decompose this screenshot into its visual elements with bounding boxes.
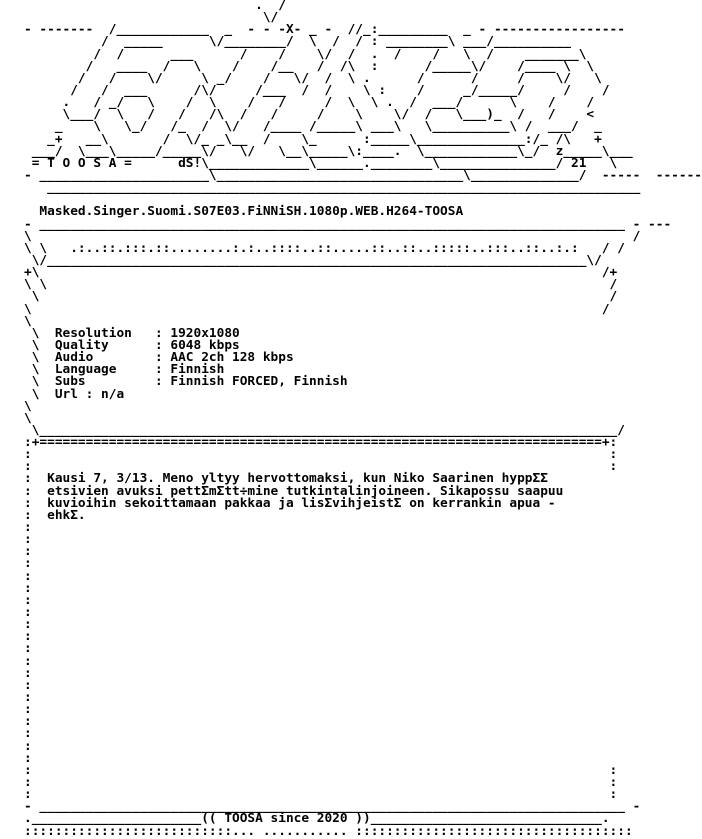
nfo-line: : xyxy=(24,750,32,766)
nfo-line: . / _/ \ / \ / / / \ \ . / ___/ \ / / xyxy=(24,95,595,111)
nfo-line: / / ___ /\/ /___ / / \ : / _/_____/ / / xyxy=(24,82,610,98)
nfo-line: ___/ \___\_____/_____\/ \/ \__\_____\:____. \____________\_/ z_____\___ xyxy=(24,143,633,159)
nfo-line: : : xyxy=(24,459,618,475)
nfo-line: : xyxy=(24,629,32,645)
nfo-line: : xyxy=(24,605,32,621)
nfo-line: - ____________________________________________________________________________ - --- xyxy=(24,216,672,232)
nfo-line: : xyxy=(24,726,32,742)
nfo-line: : etsivien avuksi pettΣmΣtt÷mine tutkintalinjoineen. Sikapossu saapuu xyxy=(24,483,564,499)
nfo-line: / ____ / \ / /__ / /\ : /_____\/ /____ \ \ xyxy=(24,58,595,74)
nfo-line: \/______________________________________________________________________\/ xyxy=(24,252,602,268)
nfo-line: \___________________________________________________________________________/ xyxy=(24,422,625,438)
nfo-line: : xyxy=(24,677,32,693)
nfo-line: : : xyxy=(24,787,618,803)
nfo-line: \ Subs : Finnish FORCED, Finnish xyxy=(24,374,348,390)
nfo-line: \ / xyxy=(24,301,610,317)
nfo-line: : xyxy=(24,568,32,584)
nfo-line: = T O O S A = dS!\_____________\______.________\_______________/ 21 \ xyxy=(24,155,618,171)
nfo-line: : xyxy=(24,532,32,548)
nfo-line: : xyxy=(24,641,32,657)
nfo-line: - ______________________\________________________________\______________/ ----- ------ xyxy=(24,167,702,183)
nfo-line: \___/ \ / / /\ / / / \ \/ / \___)_ / / < xyxy=(24,107,595,123)
nfo-line: : xyxy=(24,617,32,633)
nfo-line: \ Quality : 6048 kbps xyxy=(24,337,240,353)
nfo-line: : xyxy=(24,702,32,718)
nfo-line: - ------- /____________ _ - - -X- _ - //_:_________ _ - ----------------- xyxy=(24,22,625,38)
nfo-line: / / \/ \ _/ / \/ / \ . / / / \/ \ xyxy=(24,70,602,86)
nfo-line: / _____ \/________/ \ / / : ________\ ___/__________ xyxy=(24,34,572,50)
nfo-line: : xyxy=(24,592,32,608)
nfo-line: \ Url : n/a xyxy=(24,386,125,402)
nfo-line: . / xyxy=(24,0,286,13)
nfo-line: _____________________________________________________________________________ xyxy=(24,180,641,196)
nfo-line: .______________________(( TOOSA since 2020 ))______________________________. xyxy=(24,811,610,827)
nfo-line: : xyxy=(24,544,32,560)
nfo-line: _+ __\ / \/_ _\__ / \_ :_____\______________:/_ /\ + xyxy=(24,131,602,147)
nfo-line: : : xyxy=(24,775,618,790)
nfo-line: \ / xyxy=(24,289,618,305)
nfo-line: : Kausi 7, 3/13. Meno yltyy hervottomaksi, kun Niko Saarinen hyppΣΣ xyxy=(24,471,548,487)
nfo-line: : xyxy=(24,653,32,669)
nfo-line: : xyxy=(24,580,32,596)
nfo-line: \ xyxy=(24,410,32,426)
nfo-line: _ \ \_/ /_ / \/ /____ /_____\ ___\ \__________\ / ___/ _ xyxy=(24,119,602,135)
nfo-line: \/ xyxy=(24,10,279,26)
nfo-line: : xyxy=(24,520,32,536)
nfo-line: : xyxy=(24,556,32,572)
nfo-line: : xyxy=(24,665,32,681)
nfo-line: \ Language : Finnish xyxy=(24,362,225,378)
nfo-line: : kuvioihin sekoittamaan pakkaa ja lisΣvihjeistΣ on kerrankin apua - xyxy=(24,495,556,511)
nfo-line: : : xyxy=(24,447,618,463)
nfo-line: :+=========================================================================+: xyxy=(24,435,618,451)
nfo-line: \ xyxy=(24,398,32,414)
nfo-line: \ Audio : AAC 2ch 128 kbps xyxy=(24,350,294,366)
nfo-line: \ xyxy=(24,313,32,329)
nfo-line: : : xyxy=(24,762,618,778)
nfo-line: : xyxy=(24,738,32,754)
nfo-line: - ____________________________________________________________________________ - xyxy=(24,799,641,815)
nfo-line: \ Resolution : 1920x1080 xyxy=(24,325,240,341)
nfo-line: \ / xyxy=(24,228,641,244)
nfo-line: :::::::::::::::::::::::::::... ........... :::::::::::::::::::::::::::::::::::: xyxy=(24,823,633,839)
nfo-line: : xyxy=(24,690,32,706)
nfo-line: : ehkΣ. xyxy=(24,507,86,523)
nfo-line: Masked.Singer.Suomi.S07E03.FiNNiSH.1080p.WEB.H264-TOOSA xyxy=(24,204,464,220)
nfo-line: : xyxy=(24,714,32,730)
nfo-line: +\ /+ xyxy=(24,265,618,281)
nfo-line: \ \ / xyxy=(24,277,618,293)
nfo-line: / / ___ / / \/ / . / / \ / _______\ xyxy=(24,46,587,62)
nfo-line: \ \ .:..::.:::.::........:.:..::::..::.....::..::..:::::..:::..::..:.: / / xyxy=(24,240,625,256)
